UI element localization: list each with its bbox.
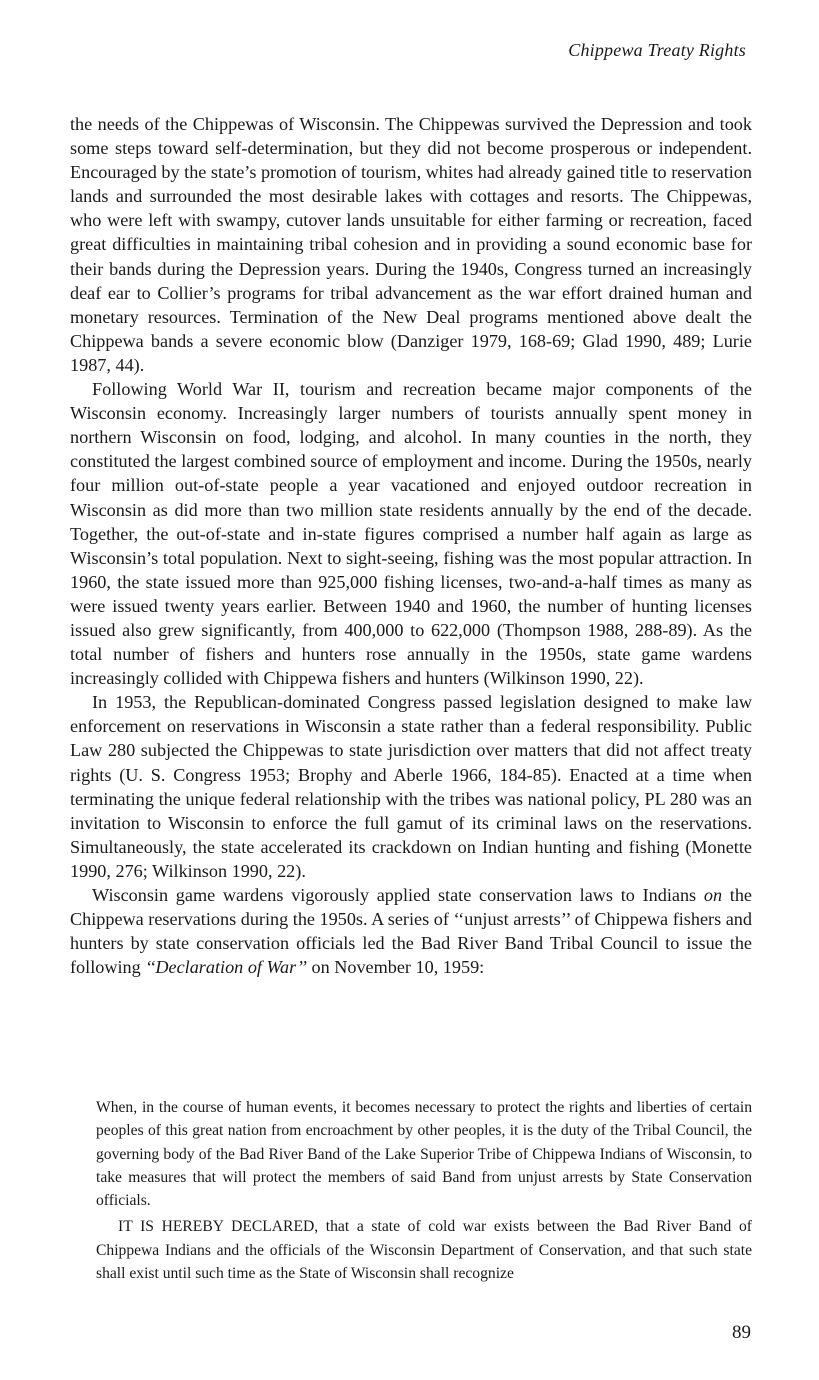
page-number: 89 xyxy=(732,1322,751,1343)
paragraph-continued: the needs of the Chippewas of Wisconsin. The Chippewas survived the Depression and took some steps toward self-determination, but they did not become prosperous or independent. Encouraged by the state’s promotion of tourism, whites had already gained title to reservation lands and surrounded the most desirable lakes with cottages and resorts. The Chippewas, who were left with swampy, cutover lands unsuitable for either farming or recreation, faced great difficulties in maintaining tribal cohesion and in providing a sound economic base for their bands during the Depression years. During the 1940s, Congress turned an increasingly deaf ear to Collier’s programs for tribal advancement as the war effort drained human and monetary resources. Termination of the New Deal programs mentioned above dealt the Chippewa bands a severe economic blow (Danziger 1979, 168-69; Glad 1990, 489; Lurie 1987, 44). xyxy=(70,114,752,375)
emphasis-on: on xyxy=(703,885,723,905)
body-text xyxy=(70,112,752,979)
paragraph-text: on November 10, 1959: xyxy=(306,957,485,978)
declaration-title: ‘‘Declaration of War’’ xyxy=(145,957,307,978)
quote-paragraph: IT IS HEREBY DECLARED, that a state of cold war exists between the Bad River Band of Chippewa Indians and the officials of the Wisconsin Department of Conservation, and that such state shall exist until such time as the State of Wisconsin shall recognize xyxy=(96,1218,752,1283)
paragraph-public-law-280: In 1953, the Republican-dominated Congress passed legislation designed to make law enforcement on reservations in Wisconsin a state rather than a federal responsibility. Public Law 280 subjected the Chippewas to state jurisdiction over matters that did not affect treaty rights (U. S. Congress 1953; Brophy and Aberle 1966, 184-85). Enacted at a time when terminating the unique federal relationship with the tribes was national policy, PL 280 was an invitation to Wisconsin to enforce the full gamut of its criminal laws on the reservations. Simultaneously, the state accelerated its crackdown on Indian hunting and fishing (Monette 1990, 276; Wilkinson 1990, 22). xyxy=(70,692,752,881)
paragraph-tourism: Following World War II, tourism and recreation became major components of the Wisconsin economy. Increasingly larger numbers of tourists annually spent money in northern Wisconsin on food, lodging, and alcohol. In many counties in the north, they constituted the largest combined source of employment and income. During the 1950s, nearly four million out-of-state people a year vacationed and enjoyed outdoor recreation in Wisconsin as did more than two million state residents annually by the end of the decade. Together, the out-of-state and in-state figures comprised a number half again as large as Wisconsin’s total population. Next to sight-seeing, fishing was the most popular attraction. In 1960, the state issued more than 925,000 fishing licenses, two-and-a-half times as many as were issued twenty years earlier. Between 1940 and 1960, the number of hunting licenses issued also grew significantly, from 400,000 to 622,000 (Thompson 1988, 288-89). As the total number of fishers and hunters rose annually in the 1950s, state game wardens increasingly collided with Chippewa fishers and hunters (Wilkinson 1990, 22). xyxy=(70,379,752,689)
running-head: Chippewa Treaty Rights xyxy=(568,40,746,60)
quote-paragraph: When, in the course of human events, it becomes necessary to protect the rights and liberties of certain peoples of this great nation from encroachment by other peoples, it is the duty of the Tribal Council, the governing body of the Bad River Band of the Lake Superior Tribe of Chippewa Indians of Wisconsin, to take measures that will protect the members of said Band from unjust arrests by State Conservation officials. xyxy=(96,1099,752,1210)
paragraph-text: the Chippewa reservations during the 1950s. A series of ‘‘unjust arrests’’ of Chippewa fishers and hunters by state conservation officials led the Bad River Band Tribal Council to issue the following xyxy=(70,885,752,978)
block-quote xyxy=(96,1096,752,1285)
paragraph-text: Wisconsin game wardens vigorously applied state conservation laws to Indians xyxy=(92,885,704,905)
paragraph-game-wardens xyxy=(70,883,752,979)
